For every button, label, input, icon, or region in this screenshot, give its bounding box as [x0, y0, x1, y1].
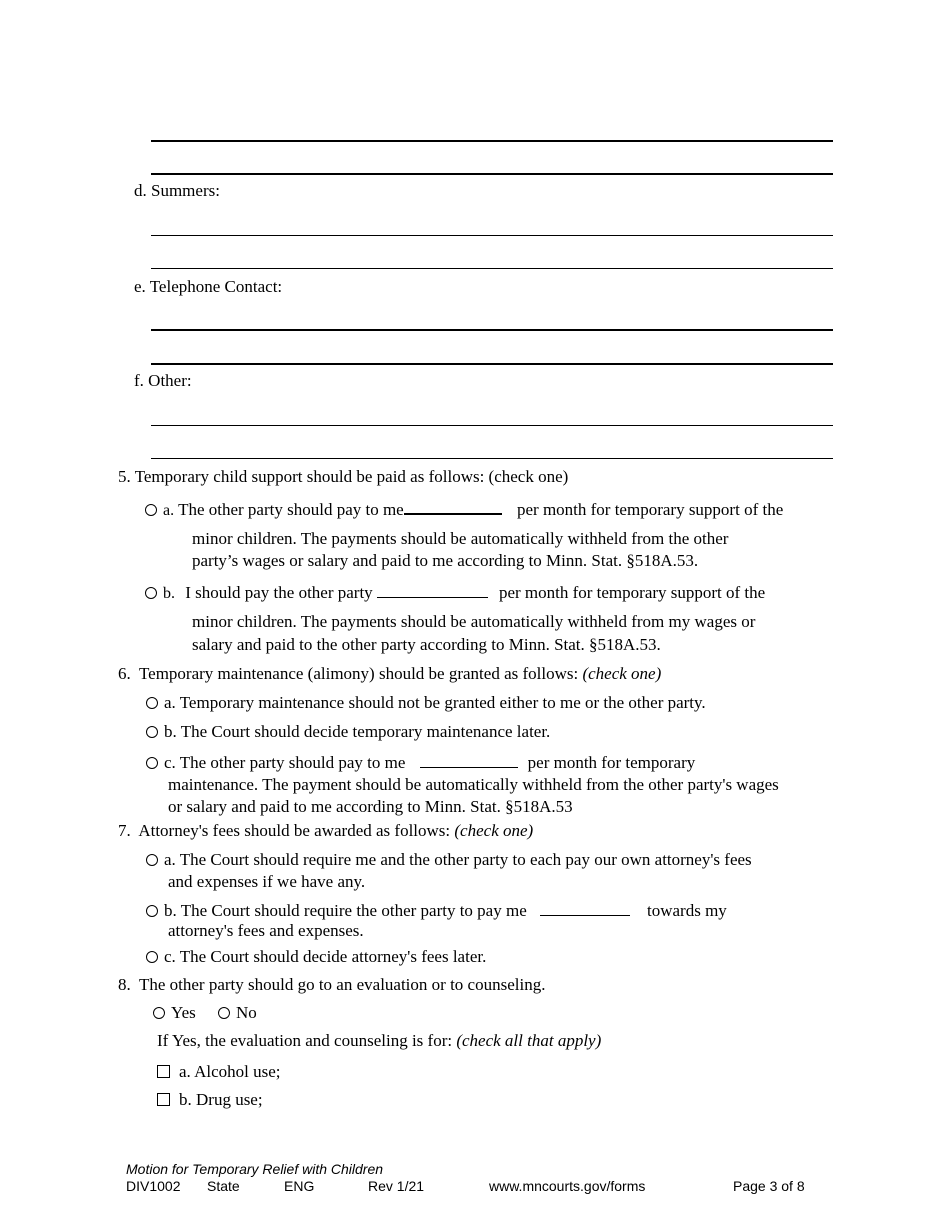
yes-label: Yes: [171, 1003, 196, 1022]
yes-radio-button[interactable]: [153, 1007, 165, 1019]
item-title-text: The other party should go to an evaluation or to counseling.: [138, 975, 546, 994]
item5-b-line2: minor children. The payments should be automatically withheld from my wages or: [192, 612, 756, 631]
summers-line-2[interactable]: [151, 268, 833, 269]
telephone-line-1[interactable]: [151, 329, 833, 331]
item8-yes-no: [153, 1003, 257, 1023]
item5-option-b: [145, 581, 765, 603]
footer-form-title: Motion for Temporary Relief with Children: [126, 1161, 384, 1177]
amount-blank[interactable]: [404, 497, 502, 515]
item5-b-line3: salary and paid to the other party according to Minn. Stat. §518A.53.: [192, 635, 661, 654]
footer-form-id: DIV1002: [126, 1178, 181, 1194]
radio-button[interactable]: [146, 757, 158, 769]
option-text: towards my: [647, 901, 727, 920]
other-line-2[interactable]: [151, 458, 833, 459]
amount-blank[interactable]: [420, 751, 518, 768]
item-number: 6.: [118, 664, 131, 683]
radio-button[interactable]: [146, 726, 158, 738]
item8-if-yes: [157, 1031, 601, 1051]
if-yes-text: If Yes, the evaluation and counseling is for:: [157, 1031, 453, 1050]
option-text: a. Temporary maintenance should not be granted either to me or the other party.: [164, 693, 706, 712]
summers-label: d. Summers:: [134, 181, 220, 200]
item-title-text: Attorney's fees should be awarded as follows:: [138, 821, 451, 840]
item6-c-line3: or salary and paid to me according to Minn. Stat. §518A.53: [168, 797, 573, 816]
option-text: a. Alcohol use;: [179, 1062, 281, 1081]
radio-button[interactable]: [145, 504, 157, 516]
option-text: per month for temporary support of the: [516, 500, 784, 519]
item-number: 7.: [118, 821, 131, 840]
item-number: 8.: [118, 975, 131, 994]
amount-blank[interactable]: [377, 581, 488, 598]
option-marker: b.: [163, 585, 175, 602]
other-line-1[interactable]: [151, 425, 833, 426]
item-title-text: Temporary maintenance (alimony) should be granted as follows:: [138, 664, 579, 683]
option-text: c. The other party should pay to me: [164, 753, 406, 772]
footer-language: ENG: [284, 1178, 315, 1194]
check-hint: (check all that apply): [456, 1031, 602, 1050]
checkbox[interactable]: [157, 1093, 170, 1106]
item7-a-line2: and expenses if we have any.: [168, 872, 366, 891]
check-hint: (check one): [454, 821, 534, 840]
no-radio-button[interactable]: [218, 1007, 230, 1019]
item8-option-a: [157, 1062, 281, 1082]
footer-website: www.mncourts.gov/forms: [489, 1178, 646, 1194]
item8-title: [118, 975, 545, 995]
option-marker: a.: [163, 502, 175, 519]
option-text: per month for temporary support of the: [498, 583, 766, 602]
item6-option-c: [146, 751, 695, 773]
radio-button[interactable]: [145, 587, 157, 599]
item6-c-line2: maintenance. The payment should be automatically withheld from the other party's wages: [168, 775, 779, 794]
no-label: No: [236, 1003, 257, 1022]
footer-page-number: Page 3 of 8: [733, 1178, 805, 1194]
item7-option-b: [146, 899, 727, 921]
telephone-line-2[interactable]: [151, 363, 833, 365]
footer-revision: Rev 1/21: [368, 1178, 425, 1194]
radio-button[interactable]: [146, 854, 158, 866]
option-text: b. Drug use;: [179, 1090, 263, 1109]
writing-line[interactable]: [151, 140, 833, 142]
item5-title: 5. Temporary child support should be paid as follows: (check one): [118, 467, 569, 486]
summers-line-1[interactable]: [151, 235, 833, 236]
item7-option-c: [146, 947, 486, 967]
radio-button[interactable]: [146, 951, 158, 963]
item8-option-b: [157, 1090, 263, 1110]
item5-option-a: [145, 497, 783, 520]
item6-option-b: [146, 722, 550, 742]
amount-blank[interactable]: [540, 899, 630, 916]
option-text: per month for temporary: [527, 753, 696, 772]
other-label: f. Other:: [134, 371, 192, 390]
option-text: a. The Court should require me and the other party to each pay our own attorney's fees: [164, 850, 752, 869]
checkbox[interactable]: [157, 1065, 170, 1078]
item7-title: [118, 821, 533, 841]
item7-option-a: [146, 850, 752, 870]
item6-option-a: [146, 693, 706, 713]
option-text: The other party should pay to me: [178, 500, 404, 519]
option-text: c. The Court should decide attorney's fees later.: [164, 947, 487, 966]
item5-a-line2: minor children. The payments should be automatically withheld from the other: [192, 529, 729, 548]
item5-a-line3: party’s wages or salary and paid to me according to Minn. Stat. §518A.53.: [192, 551, 699, 570]
option-text: I should pay the other party: [185, 583, 373, 602]
item6-title: [118, 664, 661, 684]
check-hint: (check one): [582, 664, 662, 683]
item7-b-line2: attorney's fees and expenses.: [168, 921, 364, 940]
option-text: b. The Court should require the other party to pay me: [164, 901, 527, 920]
writing-line[interactable]: [151, 173, 833, 175]
radio-button[interactable]: [146, 905, 158, 917]
telephone-contact-label: e. Telephone Contact:: [134, 277, 283, 296]
option-text: b. The Court should decide temporary maintenance later.: [164, 722, 551, 741]
footer-jurisdiction: State: [207, 1178, 240, 1194]
radio-button[interactable]: [146, 697, 158, 709]
